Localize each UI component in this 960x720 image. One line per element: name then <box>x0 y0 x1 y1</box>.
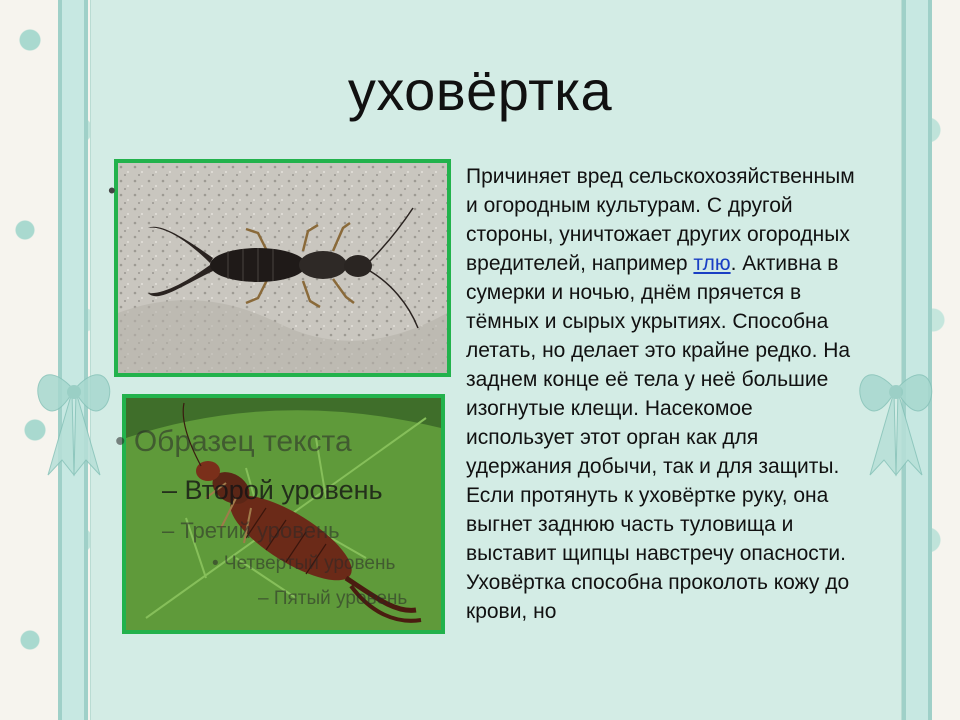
bow-left-icon <box>28 330 120 480</box>
top-bullet: • <box>108 178 116 203</box>
placeholder-level2: – Второй уровень <box>162 475 383 505</box>
bow-right-icon <box>850 330 942 480</box>
description-part2: . Активна в сумерки и ночью, днём прячется в тёмных и сырых укрытиях. Способна летать, но делает это крайне редко. На заднем конце её тела у неё большие изогнутые клещи. Насекомое использует этот орган как для удержания добычи, так и для защиты. Если протянуть к уховёртке руку, она выгнет заднюю часть туловища и выставит щипцы навстречу опасности. Уховёртка способна проколоть кожу до крови, но <box>466 252 851 623</box>
description-text <box>466 162 858 718</box>
earwig-photo-stone <box>114 159 451 377</box>
slide-title: уховёртка <box>347 59 613 122</box>
placeholder-level3: – Третий уровень <box>162 518 340 543</box>
placeholder-level1: • Образец текста <box>115 425 352 458</box>
description-part1: Причиняет вред сельскохозяйственным и огородным культурам. С другой стороны, уничтожает других огородных вредителей, например <box>466 165 855 275</box>
placeholder-level4: • Четвертый уровень <box>212 553 396 574</box>
placeholder-level5: – Пятый уровень <box>258 588 408 609</box>
aphid-link[interactable]: тлю <box>693 252 731 275</box>
